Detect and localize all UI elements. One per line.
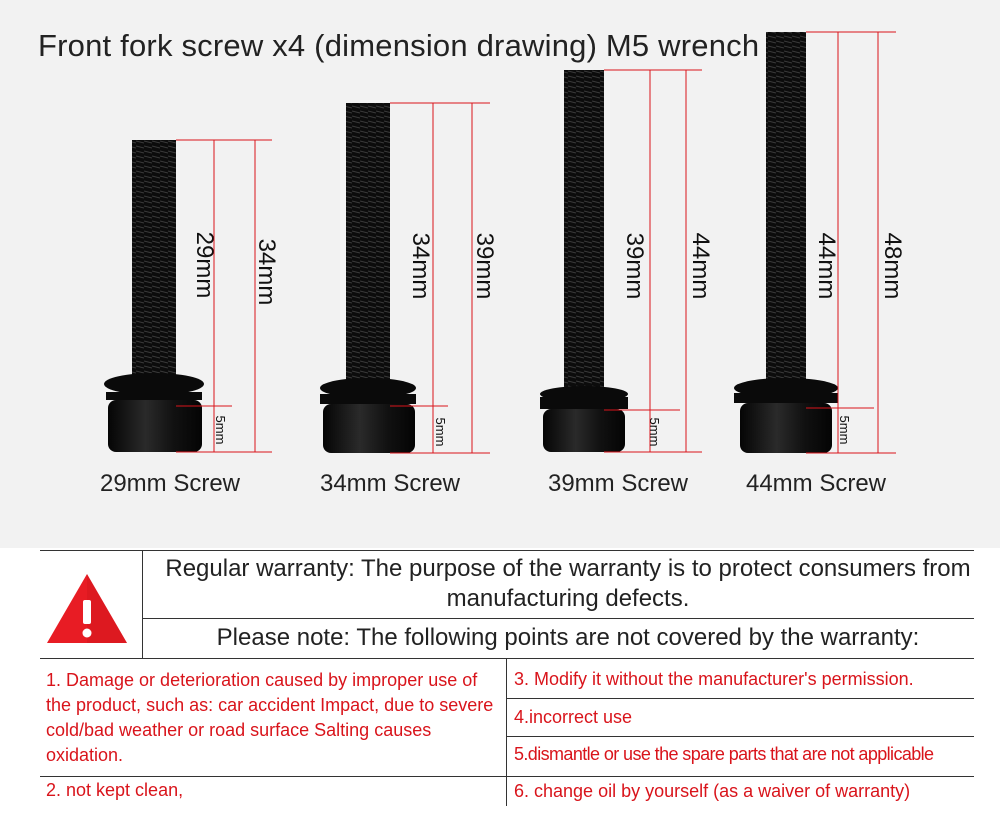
thread-dimension: 29mm [191,231,218,299]
table-border [40,550,974,551]
screw-caption: 39mm Screw [547,470,689,497]
screw-39mm [540,70,628,452]
head-dimension: 5mm [433,417,448,447]
exclusion-item-5: 5.dismantle or use the spare parts that are not applicable [514,744,934,764]
exclusion-item-3: 3. Modify it without the manufacturer's permission. [514,669,914,689]
total-dimension: 39mm [471,232,498,300]
exclusion-item-2: 2. not kept clean, [46,780,184,800]
thread-dimension: 34mm [407,232,434,300]
warning-triangle-icon [40,550,142,658]
head-dimension: 5mm [213,415,228,445]
table-border [506,658,507,806]
screw-caption: 44mm Screw [745,470,887,497]
exclusion-item-4: 4.incorrect use [514,707,633,727]
warranty-note: Please note: The following points are not covered by the warranty: [216,624,920,651]
table-border [142,618,974,619]
screw-caption: 34mm Screw [319,470,461,497]
exclusion-item-1: 1. Damage or deterioration caused by improper use of the product, such as: car accident Impact, due to severe cold/bad weather or road surface Salting causes oxidation. [46,670,494,765]
total-dimension: 48mm [879,232,906,300]
regular-warranty-text: Regular warranty: The purpose of the warranty is to protect consumers from manufacturing defects. [165,555,971,612]
thread-dimension: 44mm [813,232,840,300]
screw-34mm [320,103,416,453]
head-dimension: 5mm [837,415,852,445]
warranty-table [40,550,974,806]
screw-29mm [104,140,204,452]
screw-caption: 29mm Screw [99,470,241,497]
head-dimension: 5mm [647,417,662,447]
thread-dimension: 39mm [621,232,648,300]
page-title: Front fork screw x4 (dimension drawing) M5 wrench [38,28,760,63]
total-dimension: 44mm [687,232,714,300]
table-border [40,776,974,777]
exclusion-item-6: 6. change oil by yourself (as a waiver of warranty) [514,781,911,801]
table-border [40,658,974,659]
table-border [142,550,143,658]
total-dimension: 34mm [253,238,280,306]
table-border [506,698,974,699]
table-border [506,736,974,737]
